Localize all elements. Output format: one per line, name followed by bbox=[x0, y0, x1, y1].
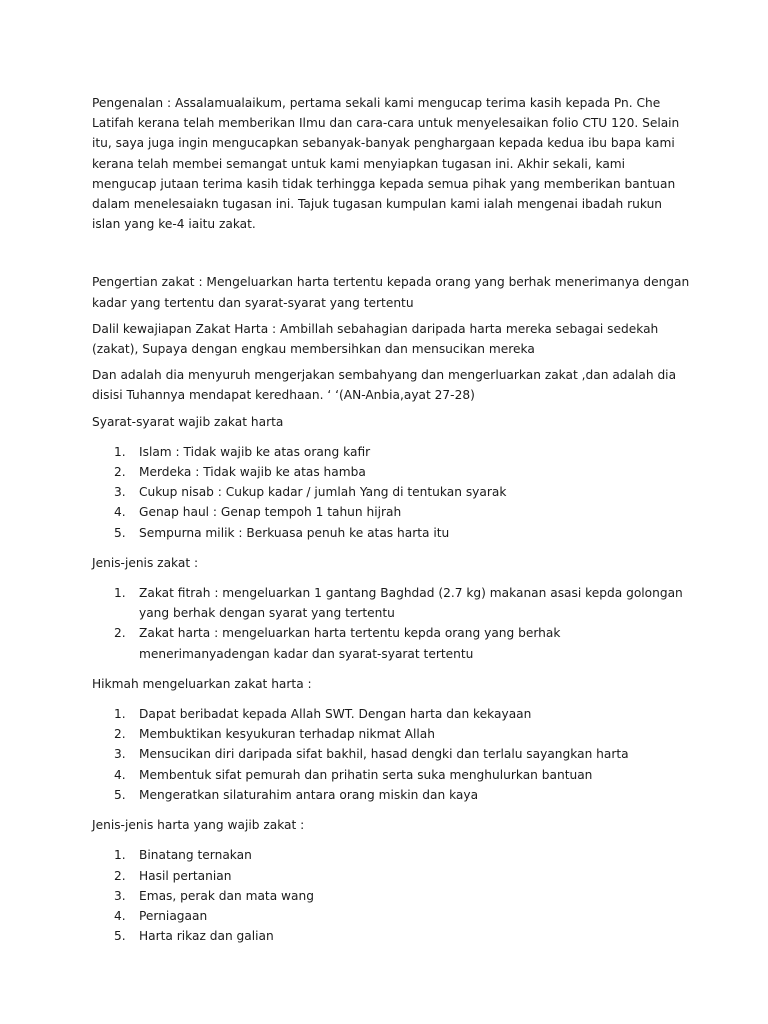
list-item bbox=[92, 442, 692, 462]
wisdom-heading: Hikmah mengeluarkan zakat harta : bbox=[92, 676, 312, 691]
list-item bbox=[92, 523, 692, 543]
list-item-text: Dapat beribadat kepada Allah SWT. Dengan harta dan kekayaan bbox=[139, 707, 532, 722]
spacer bbox=[92, 234, 692, 272]
list-number: 1. bbox=[114, 707, 126, 722]
list-item-text: Emas, perak dan mata wang bbox=[139, 888, 314, 903]
list-number: 5. bbox=[114, 787, 126, 802]
list-item-text: Perniagaan bbox=[139, 908, 208, 923]
evidence-quote-paragraph: Dan adalah dia menyuruh mengerjakan sembahyang dan mengerluarkan zakat ,dan adalah dia disisi Tuhannya mendapat keredhaan. ‘ ‘(AN-Anbia,ayat 27-28) bbox=[92, 368, 677, 403]
types-heading: Jenis-jenis zakat : bbox=[92, 555, 199, 570]
list-number: 1. bbox=[114, 444, 126, 459]
wisdom-list bbox=[92, 704, 692, 805]
list-item bbox=[92, 583, 692, 623]
evidence-paragraph: Dalil kewajiapan Zakat Harta : Ambillah sebahagian daripada harta mereka sebagai sedekah (zakat), Supaya dengan engkau membersihkan dan mensucikan mereka bbox=[92, 321, 659, 357]
list-item-text: Zakat harta : mengeluarkan harta tertentu kepda orang yang berhak menerimanyadengan kadar dan syarat-syarat tertentu bbox=[139, 626, 561, 661]
conditions-list bbox=[92, 442, 692, 543]
list-number: 3. bbox=[114, 485, 126, 500]
list-item-text: Genap haul : Genap tempoh 1 tahun hijrah bbox=[139, 505, 402, 520]
assets-heading: Jenis-jenis harta yang wajib zakat : bbox=[92, 818, 305, 833]
list-item bbox=[92, 704, 692, 724]
list-item-text: Mengeratkan silaturahim antara orang miskin dan kaya bbox=[139, 787, 479, 802]
list-number: 3. bbox=[114, 888, 126, 903]
list-number: 5. bbox=[114, 929, 126, 944]
list-item-text: Mensucikan diri daripada sifat bakhil, hasad dengki dan terlalu sayangkan harta bbox=[139, 747, 629, 762]
list-item bbox=[92, 724, 692, 744]
assets-list bbox=[92, 845, 692, 946]
list-number: 1. bbox=[114, 848, 126, 863]
list-item-text: Binatang ternakan bbox=[139, 848, 252, 863]
list-number: 4. bbox=[114, 767, 126, 782]
conditions-heading: Syarat-syarat wajib zakat harta bbox=[92, 414, 284, 429]
list-number: 2. bbox=[114, 868, 126, 883]
list-item bbox=[92, 886, 692, 906]
list-item bbox=[92, 785, 692, 805]
list-item bbox=[92, 744, 692, 764]
list-number: 2. bbox=[114, 626, 126, 641]
types-list bbox=[92, 583, 692, 664]
list-number: 1. bbox=[114, 586, 126, 601]
list-item-text: Zakat fitrah : mengeluarkan 1 gantang Baghdad (2.7 kg) makanan asasi kepda golongan yang berhak dengan syarat yang tertentu bbox=[139, 586, 683, 621]
list-item bbox=[92, 462, 692, 482]
list-number: 2. bbox=[114, 465, 126, 480]
list-item-text: Sempurna milik : Berkuasa penuh ke atas harta itu bbox=[139, 525, 450, 540]
intro-paragraph: Pengenalan : Assalamualaikum, pertama sekali kami mengucap terima kasih kepada Pn. Che Latifah kerana telah memberikan Ilmu dan cara-cara untuk menyelesaikan folio CTU 120. Selain itu, saya juga ingin mengucapkan sebanyak-banyak penghargaan kepada kedua ibu bapa kami kerana telah membei semangat untuk kami menyiapkan tugasan ini. Akhir sekali, kami mengucap jutaan terima kasih tidak terhingga kepada semua pihak yang memberikan bantuan dalam menelesaiakn tugasan ini. Tajuk tugasan kumpulan kami ialah mengenai ibadah rukun islan yang ke-4 iaitu zakat. bbox=[92, 96, 680, 232]
list-item bbox=[92, 765, 692, 785]
list-item-text: Cukup nisab : Cukup kadar / jumlah Yang di tentukan syarak bbox=[139, 485, 507, 500]
list-item-text: Merdeka : Tidak wajib ke atas hamba bbox=[139, 465, 366, 480]
list-number: 4. bbox=[114, 908, 126, 923]
document-page bbox=[92, 93, 692, 956]
list-item bbox=[92, 866, 692, 886]
definition-paragraph: Pengertian zakat : Mengeluarkan harta tertentu kepada orang yang berhak menerimanya dengan kadar yang tertentu dan syarat-syarat yang tertentu bbox=[92, 275, 690, 310]
list-item-text: Hasil pertanian bbox=[139, 868, 232, 883]
list-item-text: Membuktikan kesyukuran terhadap nikmat Allah bbox=[139, 727, 435, 742]
list-number: 5. bbox=[114, 525, 126, 540]
list-item bbox=[92, 482, 692, 502]
list-item bbox=[92, 623, 692, 663]
list-item bbox=[92, 845, 692, 865]
list-item bbox=[92, 906, 692, 926]
list-item bbox=[92, 926, 692, 946]
list-number: 2. bbox=[114, 727, 126, 742]
list-number: 3. bbox=[114, 747, 126, 762]
list-item-text: Harta rikaz dan galian bbox=[139, 929, 274, 944]
list-number: 4. bbox=[114, 505, 126, 520]
list-item-text: Membentuk sifat pemurah dan prihatin serta suka menghulurkan bantuan bbox=[139, 767, 593, 782]
list-item-text: Islam : Tidak wajib ke atas orang kafir bbox=[139, 444, 371, 459]
list-item bbox=[92, 502, 692, 522]
